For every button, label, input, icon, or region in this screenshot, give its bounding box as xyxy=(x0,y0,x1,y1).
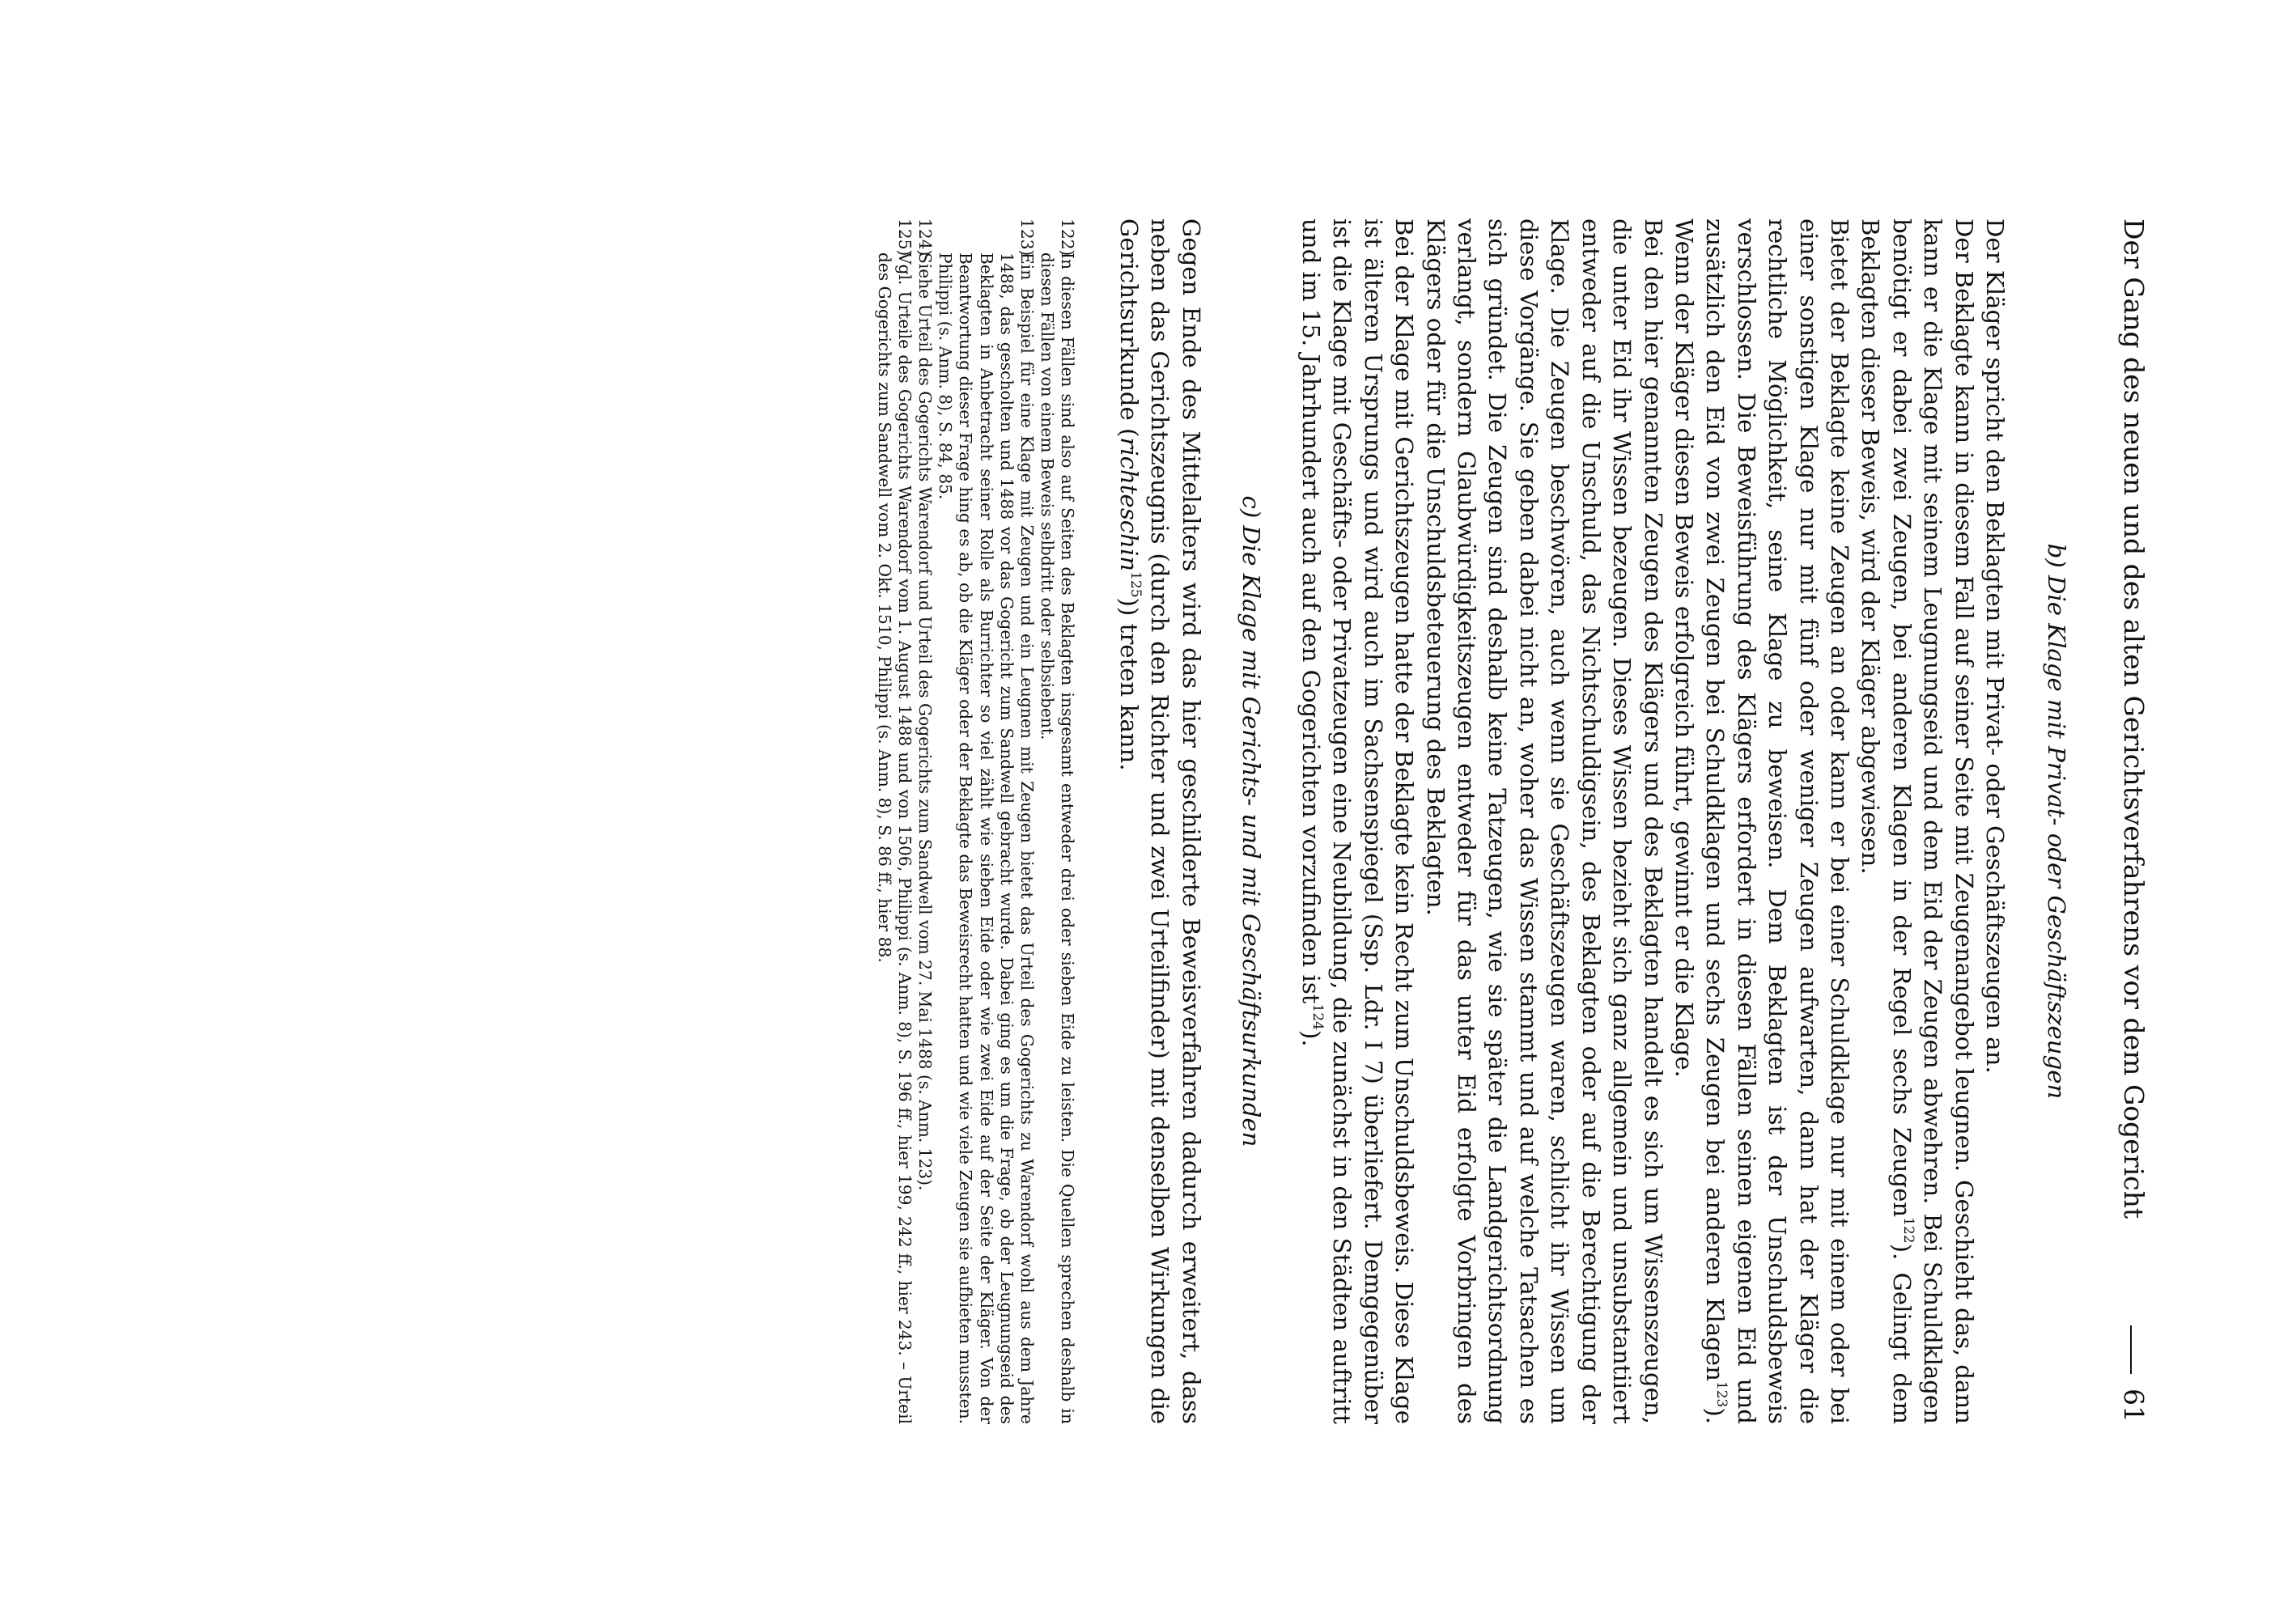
header-rule xyxy=(2130,1325,2132,1374)
footnotes xyxy=(873,218,1077,1424)
footnote-124 xyxy=(915,218,935,1424)
main-text xyxy=(873,218,2080,1424)
footnote-number: 124) xyxy=(915,218,936,257)
rotated-page-content xyxy=(874,218,2153,1424)
section-c-heading: c) Die Klage mit Gerichts- und mit Geschäftsurkunden xyxy=(1237,495,1265,1147)
section-b-paragraph-5: Bei der Klage mit Gerichtszeugen hatte der Beklagte kein Recht zum Unschuldsbeweis. Diese Klage ist älteren Ursprungs und wird auch im Sachsenspiegel (Ssp. Ldr. I 7) überliefert. Demgegenüber ist die Klage mit Geschäfts- oder Privatzeugen eine Neubildung, die zunächst in den Städten auftritt und im 15. Jahrhundert auch auf den Gogerichten vorzufinden ist$^{124}$). xyxy=(1297,218,1419,1424)
italic-term: richteschin xyxy=(1114,437,1143,572)
footnote-number: 123) xyxy=(1017,218,1038,257)
page-number: 61 xyxy=(2118,1389,2150,1423)
footnote-text: Ein Beispiel für eine Klage mit Zeugen und ein Leugnen mit Zeugen bietet das Urteil des Gogerichts zu Warendorf wohl aus dem Jahre 1488, das gescholten und 1488 vor das Gogericht zum Sandwell gebracht wurde. Dabei ging es um die Frage, ob der Leugnungseid des Beklagten in Anbetracht seiner Rolle als Burrichter so viel zählt wie sieben Eide oder wie zwei Eide auf der Seite der Kläger. Von der Beantwortung dieser Frage hing es ab, ob die Kläger oder der Beklagte das Beweisrecht hatten und wie viele Zeugen sie aufbieten mussten. Philippi (s. Anm. 8), S. 84, 85. xyxy=(936,252,1038,1424)
footnote-ref-123[interactable]: 123 xyxy=(1713,1380,1730,1408)
section-b-heading: b) Die Klage mit Privat- oder Geschäftszeugen xyxy=(2043,543,2070,1100)
footnote-text: Siehe Urteil des Gogerichts Warendorf und Urteil des Gogerichts zum Sandwell vom 27. Mai 1488 (s. Anm. 123). xyxy=(915,252,936,1191)
footnote-123 xyxy=(935,218,1037,1424)
footnote-ref-124[interactable]: 124 xyxy=(1309,1003,1326,1030)
section-c-paragraph-1: Gegen Ende des Mittelalters wird das hier geschilderte Beweisverfahren dadurch erweitert, dass neben das Gerichtszeugnis (durch den Richter und zwei Urteilfinder) mit denselben Wirkungen die Gerichtsurkunde (richteschin$^{125}$)) treten kann. xyxy=(1114,218,1205,1424)
footnote-number: 125) xyxy=(894,218,915,257)
footnote-ref-122[interactable]: 122 xyxy=(1899,1217,1916,1244)
running-header xyxy=(2112,218,2153,1424)
footnote-text: In diesen Fällen sind also auf Seiten des Beklagten insgesamt entweder drei oder sieben Eide zu leisten. Die Quellen sprechen deshalb in diesen Fällen von einem Beweis selbdritt oder selbsiebent. xyxy=(1038,252,1078,1424)
section-b-paragraph-1: Der Kläger spricht den Beklagten mit Privat- oder Geschäftszeugen an. xyxy=(1981,218,2009,1074)
section-b-paragraph-3: Bietet der Beklagte keine Zeugen an oder kann er bei einer Schuldklage nur mit einem oder bei einer sonstigen Klage nur mit fünf oder weniger Zeugen aufwarten, dann hat der Kläger die rechtliche Möglichkeit, seine Klage zu beweisen. Dem Beklagten ist der Unschuldsbeweis verschlossen. Die Beweisführung des Klägers erfordert in diesen Fällen seinen eigenen Eid und zusätzlich den Eid von zwei Zeugen bei Schuldklagen und sechs Zeugen bei anderen Klagen$^{123}$). Wenn der Kläger diesen Beweis erfolgreich führt, gewinnt er die Klage. xyxy=(1670,218,1853,1424)
footnote-122 xyxy=(1037,218,1077,1424)
footnote-number: 122) xyxy=(1058,218,1078,257)
footnote-ref-125[interactable]: 125 xyxy=(1127,571,1144,598)
running-header-title: Der Gang des neuen und des alten Gerichtsverfahrens vor dem Gogericht xyxy=(2118,218,2150,1219)
section-b-paragraph-4: Bei den hier genannten Zeugen des Klägers und des Beklagten handelt es sich um Wissenszeugen, die unter Eid ihr Wissen bezeugen. Dieses Wissen bezieht sich ganz allgemein und unsubstantiiert entweder auf die Unschuld, das Nichtschuldigsein, des Beklagten oder auf die Berechtigung der Klage. Die Zeugen beschwören, auch wenn sie Geschäftszeugen waren, schlicht ihr Wissen um diese Vorgänge. Sie geben dabei nicht an, woher das Wissen stammt und auf welche Tatsachen es sich gründet. Die Zeugen sind deshalb keine Tatzeugen, wie sie später die Landgerichtsordnung verlangt, sondern Glaubwürdigkeitszeugen entweder für das unter Eid erfolgte Vorbringen des Klägers oder für die Unschuldsbeteuerung des Beklagten. xyxy=(1421,218,1667,1424)
footnote-125 xyxy=(873,218,914,1424)
footnote-text: Vgl. Urteile des Gogerichts Warendorf vom 1. August 1488 und von 1506, Philippi (s. Anm. 8), S. 196 ff., hier 199, 242 ff., hier 243. – Urteil des Gogerichts zum Sandwell vom 2. Okt. 1510, Philippi (s. Anm. 8), S. 86 ff., hier 88. xyxy=(874,252,915,1424)
section-b-paragraph-2: Der Beklagte kann in diesem Fall auf seiner Seite mit Zeugenangebot leugnen. Geschieht das, dann kann er die Klage mit seinem Leugnungseid und dem Eid der Zeugen abwehren. Bei Schuldklagen benötigt er dabei zwei Zeugen, bei anderen Klagen in der Regel sechs Zeugen$^{122}$). Gelingt dem Beklagten dieser Beweis, wird der Kläger abgewiesen. xyxy=(1857,218,1978,1424)
